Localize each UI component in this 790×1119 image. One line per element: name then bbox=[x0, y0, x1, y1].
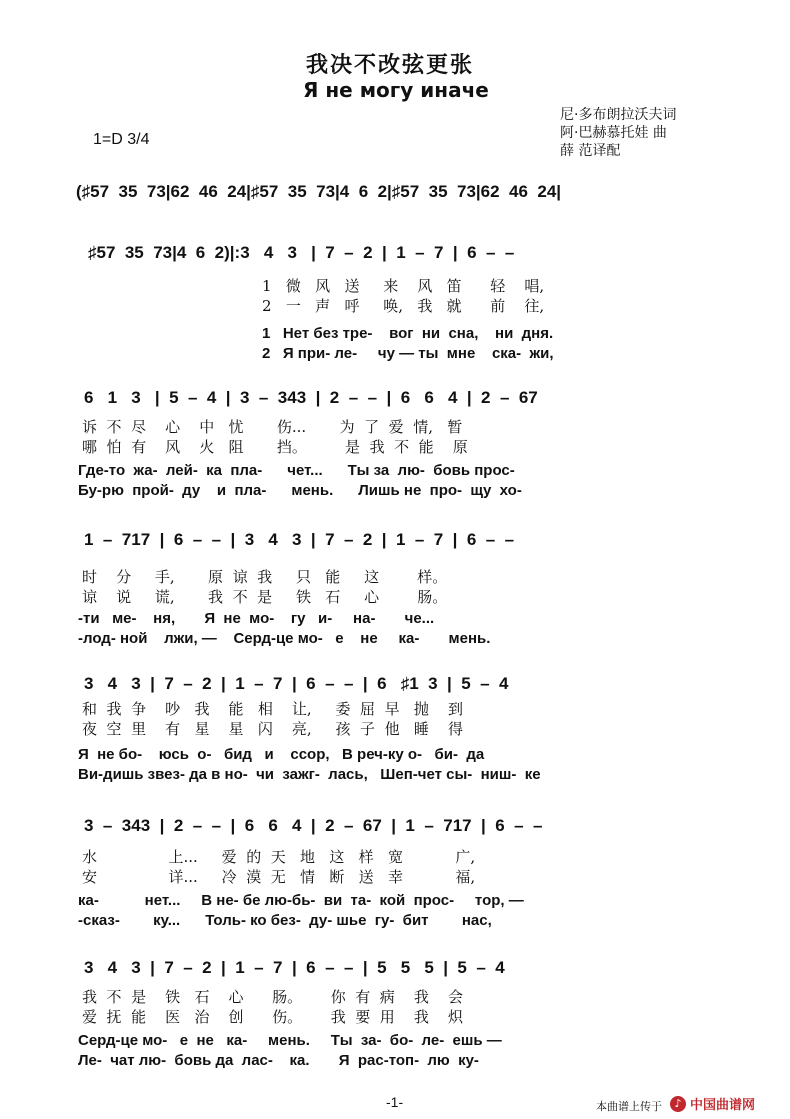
lyric-line-ru-2: Ви-дишь звез- да в но- чи зажг- лась, Шеп-чет сы- ниш- ке bbox=[78, 766, 541, 783]
lyric-line-cn-2: 2 一 声 呼 唤, 我 就 前 往, bbox=[262, 297, 545, 315]
lyric-line-cn-1: 我 不 是 铁 石 心 肠。 你 有 病 我 会 bbox=[82, 988, 463, 1006]
lyric-line-cn-2: 哪 怕 有 风 火 阻 挡。 是 我 不 能 原 bbox=[82, 438, 468, 456]
staff-system-3 bbox=[0, 380, 790, 505]
lyric-line-ru-2: Ле- чат лю- бовь да лас- ка. Я рас-топ- лю ку- bbox=[78, 1052, 479, 1069]
music-note-icon: ♪ bbox=[670, 1096, 686, 1112]
credit-lyricist: 尼·多布朗拉沃夫词 bbox=[560, 107, 677, 123]
lyric-line-cn-2: 夜 空 里 有 星 星 闪 亮, 孩 子 他 睡 得 bbox=[82, 720, 463, 738]
credit-composer: 阿·巴赫慕托娃 曲 bbox=[560, 125, 667, 141]
lyric-line-ru-2: Бу-рю прой- ду и пла- мень. Лишь не про- щу хо- bbox=[78, 482, 522, 499]
upload-source-label: 本曲谱上传于 bbox=[596, 1100, 662, 1113]
lyric-line-ru-1: Серд-це мо- е не ка- мень. Ты за- бо- ле- ешь — bbox=[78, 1032, 502, 1049]
staff-system-4 bbox=[0, 522, 790, 652]
staff-system-5 bbox=[0, 668, 790, 788]
lyric-line-cn-2: 谅 说 谎, 我 不 是 铁 石 心 肠。 bbox=[82, 588, 448, 606]
title-russian: Я не могу иначе bbox=[303, 78, 489, 102]
lyric-line-cn-1: 和 我 争 吵 我 能 相 让, 委 屈 早 抛 到 bbox=[82, 700, 463, 718]
notation-line: 3 4 3 | 7 – 2 | 1 – 7 | 6 – – | 6 ♯1 3 | 5 – 4 bbox=[84, 674, 509, 693]
site-logo-text: 中国曲谱网 bbox=[690, 1098, 756, 1113]
site-logo bbox=[670, 1094, 755, 1113]
notation-line: 6 1 3 | 5 – 4 | 3 – 343 | 2 – – | 6 6 4 | 2 – 67 bbox=[84, 388, 538, 407]
staff-system-1 bbox=[0, 170, 790, 210]
lyric-line-ru-2: 2 Я при- ле- чу — ты мне ска- жи, bbox=[262, 345, 554, 362]
key-signature: 1=D 3/4 bbox=[93, 131, 150, 148]
lyric-line-ru-1: Я не бо- юсь о- бид и ссор, В реч-ку о- би- да bbox=[78, 746, 485, 763]
staff-system-6 bbox=[0, 808, 790, 938]
credit-translator: 薛 范译配 bbox=[560, 143, 621, 159]
lyric-line-ru-1: ка- нет... В не- бе лю-бь- ви та- кой прос- тор, — bbox=[78, 892, 524, 909]
page-number: -1- bbox=[386, 1094, 404, 1110]
notation-line: ♯57 35 73|4 6 2)|:3 4 3 | 7 – 2 | 1 – 7 | 6 – – bbox=[88, 243, 515, 262]
lyric-line-cn-2: 爱 抚 能 医 治 创 伤。 我 要 用 我 炽 bbox=[82, 1008, 463, 1026]
lyric-line-ru-2: -сказ- ку... Толь- ко без- ду- шье гу- бит нас, bbox=[78, 912, 492, 929]
lyric-line-cn-1: 时 分 手, 原 谅 我 只 能 这 样。 bbox=[82, 568, 448, 586]
notation-line: (♯57 35 73|62 46 24|♯57 35 73|4 6 2|♯57 35 73|62 46 24| bbox=[76, 182, 562, 201]
notation-line: 3 – 343 | 2 – – | 6 6 4 | 2 – 67 | 1 – 717 | 6 – – bbox=[84, 816, 543, 835]
notation-line: 1 – 717 | 6 – – | 3 4 3 | 7 – 2 | 1 – 7 | 6 – – bbox=[84, 530, 515, 549]
lyric-line-ru-1: Где-то жа- лей- ка пла- чет... Ты за лю- бовь прос- bbox=[78, 462, 515, 479]
lyric-line-ru-1: -ти ме- ня, Я не мо- гу и- на- че... bbox=[78, 610, 435, 627]
lyric-line-cn-2: 安 详... 冷 漠 无 情 断 送 幸 福, bbox=[82, 868, 476, 886]
staff-system-2 bbox=[0, 233, 790, 363]
title-chinese: 我决不改弦更张 bbox=[306, 52, 475, 78]
staff-system-7 bbox=[0, 952, 790, 1082]
lyric-line-cn-1: 诉 不 尽 心 中 忧 伤... 为 了 爱 情, 暂 bbox=[82, 418, 463, 436]
lyric-line-ru-1: 1 Нет без тре- вог ни сна, ни дня. bbox=[262, 325, 554, 342]
lyric-line-ru-2: -лод- ной лжи, — Серд-це мо- е не ка- мень. bbox=[78, 630, 491, 647]
lyric-line-cn-1: 1 微 风 送 来 风 笛 轻 唱, bbox=[262, 277, 545, 295]
notation-line: 3 4 3 | 7 – 2 | 1 – 7 | 6 – – | 5 5 5 | 5 – 4 bbox=[84, 958, 505, 977]
lyric-line-cn-1: 水 上... 爱 的 天 地 这 样 宽 广, bbox=[82, 848, 476, 866]
